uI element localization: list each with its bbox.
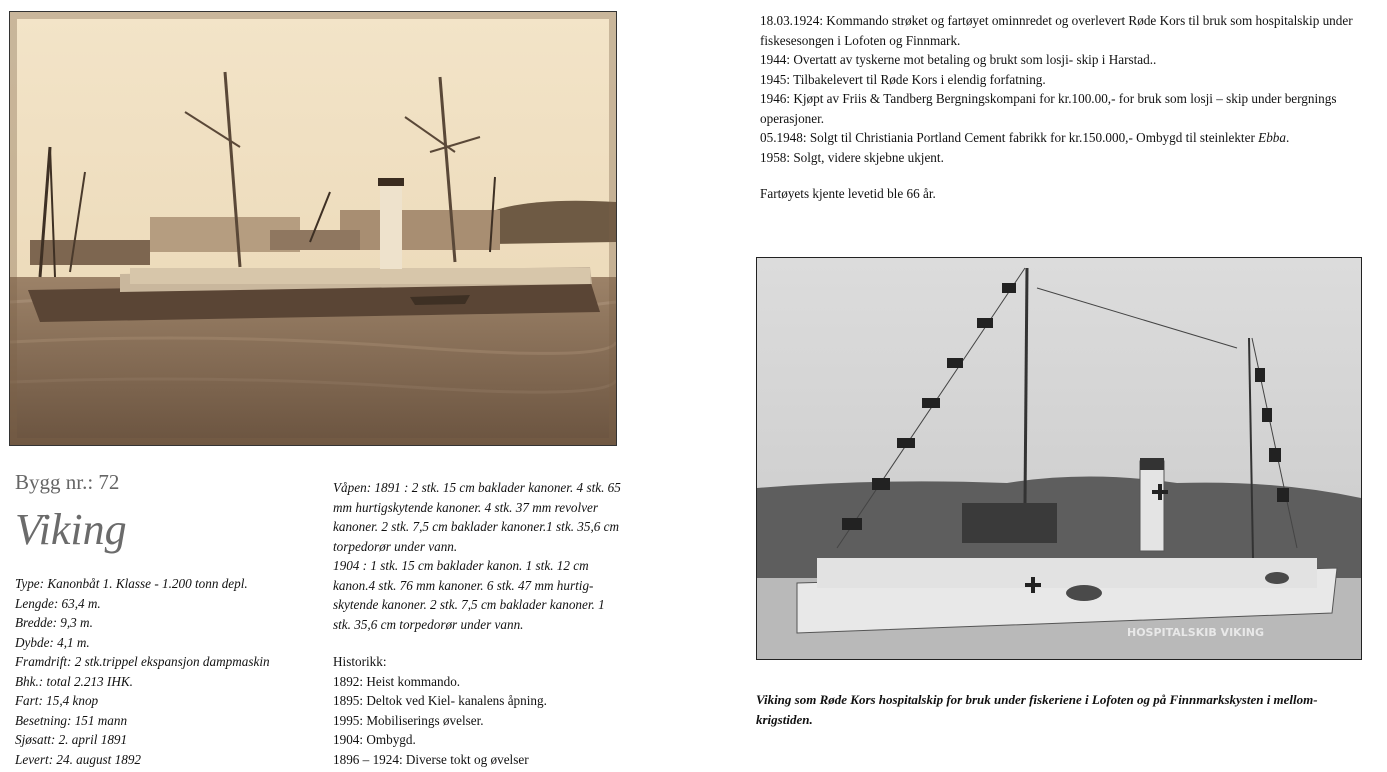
later-history-item: 1946: Kjøpt av Friis & Tandberg Bergningskompani for kr.100.00,- for bruk som losji – skip under bergnings operasjoner. xyxy=(760,91,1337,126)
armament-1904: 1904 : 1 stk. 15 cm baklader kanon. 1 stk. 12 cm kanon.4 stk. 76 mm kanoner. 6 stk. 47 mm hurtig-skytende kanoner. 2 stk. 7,5 cm baklader kanoner. 1 stk. 35,6 cm torpedorør under vann. xyxy=(333,558,605,632)
hospital-ship-illustration xyxy=(757,258,1361,659)
spec-propulsion: Framdrift: 2 stk.trippel ekspansjon dampmaskin xyxy=(15,654,270,669)
photo-watermark: HOSPITALSKIB VIKING xyxy=(1127,626,1265,639)
later-history-item-1948 xyxy=(760,128,1370,148)
history-section xyxy=(333,652,633,769)
spec-beam: Bredde: 9,3 m. xyxy=(15,615,93,630)
item-1948-suffix: . xyxy=(1285,130,1290,145)
spec-depth: Dybde: 4,1 m. xyxy=(15,634,90,650)
photo-caption: Viking som Røde Kors hospitalskip for bruk under fiskeriene i Lofoten og på Finnmarkskysten i mellom-krigstiden. xyxy=(756,692,1318,727)
history-heading: Historikk: xyxy=(333,654,387,669)
history-item: 1904: Ombygd. xyxy=(333,732,416,747)
later-history-item: 1945: Tilbakelevert til Røde Kors i elendig forfatning. xyxy=(760,71,1046,87)
spec-crew: Besetning: 151 mann xyxy=(15,712,128,728)
history-item: 1892: Heist kommando. xyxy=(333,673,461,689)
photo-viking-gunboat xyxy=(9,11,617,446)
photo-viking-hospital-ship xyxy=(756,257,1362,660)
history-item: 1895: Deltok ved Kiel- kanalens åpning. xyxy=(333,693,547,708)
spec-length: Lengde: 63,4 m. xyxy=(15,595,101,611)
spec-type: Type: Kanonbåt 1. Klasse - 1.200 tonn depl. xyxy=(15,576,248,591)
later-history-item: 18.03.1924: Kommando strøket og fartøyet ominnredet og overlevert Røde Kors til bruk som hospitalskip under fiskesesongen i Lofoten og Finnmark. xyxy=(760,13,1353,48)
later-history-item-1958: 1958: Solgt, videre skjebne ukjent. xyxy=(760,149,944,165)
history-item: 1896 – 1924: Diverse tokt og øvelser xyxy=(333,751,529,767)
later-history-item: 1944: Overtatt av tyskerne mot betaling og brukt som losji- skip i Harstad.. xyxy=(760,52,1157,67)
ship-specifications xyxy=(15,574,320,769)
build-number: Bygg nr.: 72 xyxy=(15,470,120,494)
spec-horsepower: Bhk.: total 2.213 IHK. xyxy=(15,673,133,689)
item-1948-text: 05.1948: Solgt til Christiania Portland Cement fabrikk for kr.150.000,- Ombygd til steinlekter xyxy=(760,130,1259,145)
spec-launched: Sjøsatt: 2. april 1891 xyxy=(15,732,128,747)
armament-section xyxy=(333,478,623,634)
item-1948-ship-name: Ebba xyxy=(1258,130,1286,145)
history-item: 1995: Mobiliserings øvelser. xyxy=(333,712,484,728)
armament-1891: Våpen: 1891 : 2 stk. 15 cm baklader kanoner. 4 stk. 65 mm hurtigskytende kanoner. 4 stk. 37 mm revolver kanoner. 2 stk. 7,5 cm baklader kanoner.1 stk. 35,6 cm torpedorør under vann. xyxy=(333,480,621,554)
sepia-ship-illustration xyxy=(10,12,616,445)
later-history-section xyxy=(760,11,1370,167)
spec-speed: Fart: 15,4 knop xyxy=(15,693,99,708)
ship-name-title: Viking xyxy=(15,505,127,554)
spec-delivered: Levert: 24. august 1892 xyxy=(15,751,142,767)
lifetime-note: Fartøyets kjente levetid ble 66 år. xyxy=(760,186,936,201)
